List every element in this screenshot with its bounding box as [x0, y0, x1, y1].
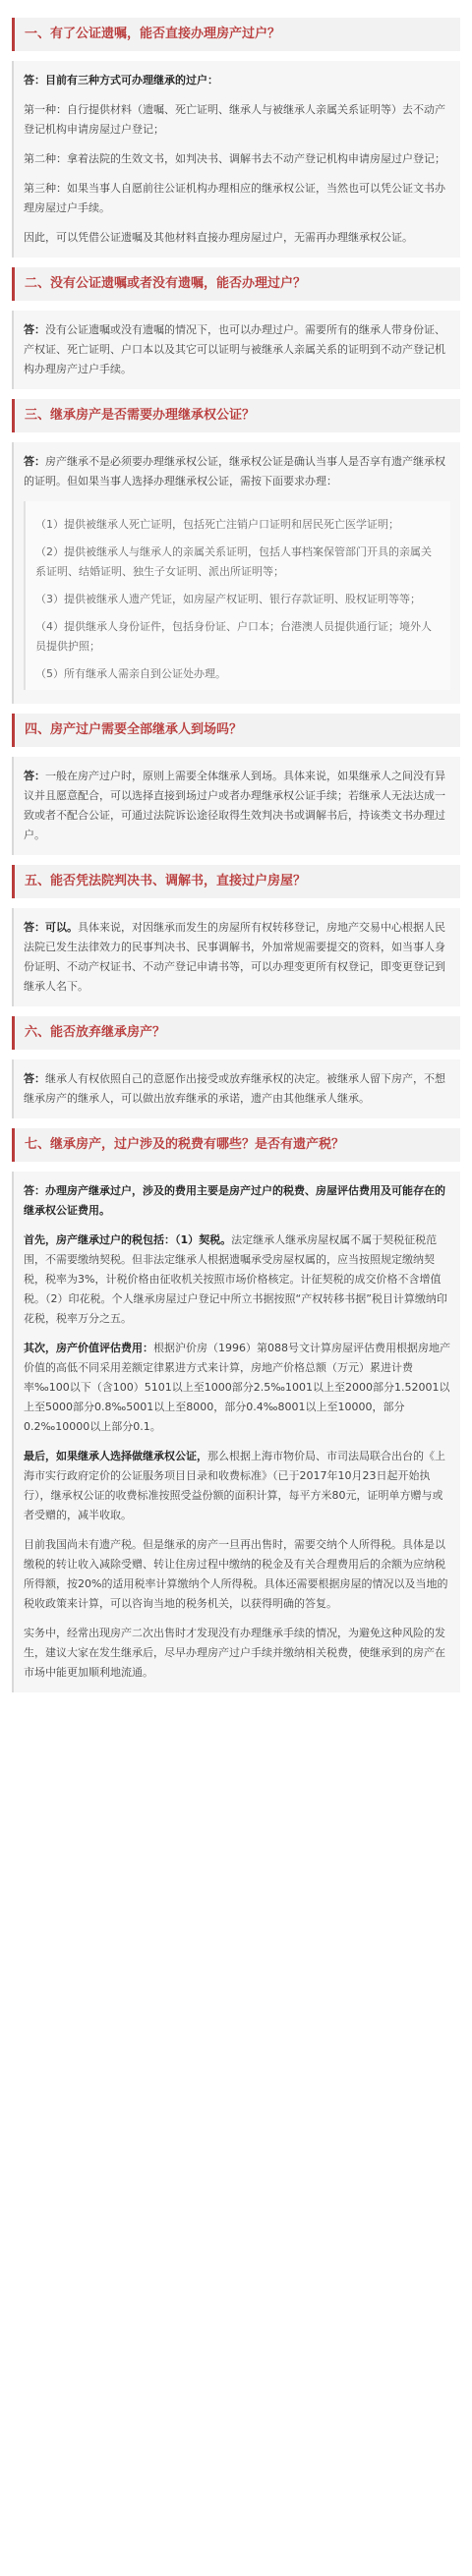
paragraph-lead: 其次，房产价值评估费用：	[24, 1342, 153, 1354]
section-heading-4: 四、房产过户需要全部继承人到场吗？	[12, 714, 460, 747]
section-heading-7: 七、继承房产，过户涉及的税费有哪些？是否有遗产税？	[12, 1128, 460, 1162]
paragraph-lead: 最后，如果继承人选择做继承权公证，	[24, 1450, 207, 1462]
section-heading-2: 二、没有公证遗嘱或者没有遗嘱，能否办理过户？	[12, 267, 460, 301]
paragraph	[24, 149, 450, 169]
list-item: （4）提供继承人身份证件，包括身份证、户口本；台港澳人员提供通行证；境外人员提供护照；	[35, 620, 432, 653]
paragraph	[24, 1231, 450, 1329]
list-item: （2）提供被继承人与继承人的亲属关系证明，包括人事档案保管部门开具的亲属关系证明、结婚证明、独生子女证明、派出所证明等；	[35, 545, 432, 578]
paragraph-lead: 答：	[24, 323, 45, 336]
paragraph	[24, 320, 450, 379]
paragraph	[24, 918, 450, 997]
paragraph-text: 第一种：自行提供材料（遗嘱、死亡证明、继承人与被继承人亲属关系证明等）去不动产登记机构申请房屋过户登记；	[24, 103, 445, 136]
paragraph-lead: 答：可以。	[24, 921, 78, 934]
answer-box-5	[12, 908, 460, 1006]
paragraph-text: 房产继承不是必须要办理继承权公证，继承权公证是确认当事人是否享有遗产继承权的证明。但如果当事人选择办理继承权公证，需按下面要求办理：	[24, 455, 445, 487]
paragraph	[24, 1069, 450, 1109]
paragraph-text: 继承人有权依照自己的意愿作出接受或放弃继承权的决定。被继承人留下房产，不想继承房产的继承人，可以做出放弃继承的承诺，遗产由其他继承人继承。	[24, 1072, 445, 1105]
paragraph	[24, 1535, 450, 1614]
paragraph-lead: 答：	[24, 770, 45, 782]
paragraph-text: 因此，可以凭借公证遗嘱及其他材料直接办理房屋过户，无需再办理继承权公证。	[24, 231, 413, 244]
paragraph-text: 第三种：如果当事人自愿前往公证机构办理相应的继承权公证，当然也可以凭公证文书办理房屋过户手续。	[24, 182, 445, 214]
paragraph	[24, 100, 450, 140]
paragraph	[24, 1339, 450, 1437]
paragraph-text: 一般在房产过户时，原则上需要全体继承人到场。具体来说，如果继承人之间没有异议并且愿意配合，可以选择直接到场过户或者办理继承权公证手续；若继承人无法达成一致或者不配合公证，可通过法院诉讼途径取得生效判决书或调解书后，持该类文书办理过户。	[24, 770, 445, 841]
answer-box-4	[12, 757, 460, 855]
paragraph	[24, 179, 450, 218]
paragraph-text: 第二种：拿着法院的生效文书，如判决书、调解书去不动产登记机构申请房屋过户登记；	[24, 152, 445, 165]
list-item: （5）所有继承人需亲自到公证处办理。	[35, 667, 226, 680]
answer-box-6	[12, 1059, 460, 1118]
section-heading-6: 六、能否放弃继承房产？	[12, 1016, 460, 1050]
answer-box-7	[12, 1172, 460, 1692]
paragraph-text: 实务中，经常出现房产二次出售时才发现没有办理继承手续的情况，为避免这种风险的发生，建议大家在发生继承后，尽早办理房产过户手续并缴纳相关税费，使继承到的房产在市场中能更加顺利地流通。	[24, 1627, 445, 1679]
paragraph-text: 没有公证遗嘱或没有遗嘱的情况下，也可以办理过户。需要所有的继承人带身份证、产权证、死亡证明、户口本以及其它可以证明与被继承人亲属关系的证明到不动产登记机构办理房产过户手续。	[24, 323, 445, 375]
section-heading-3: 三、继承房产是否需要办理继承权公证？	[12, 399, 460, 432]
answer-box-2	[12, 311, 460, 389]
paragraph-lead: 答：目前有三种方式可办理继承的过户：	[24, 74, 218, 86]
paragraph	[24, 767, 450, 845]
paragraph-text: 根据沪价房（1996）第088号文计算房屋评估费用根据房地产价值的高低不同采用差额定律累进方式来计算，房地产价格总额（万元）累进计费率‰100以下（含100）5101以上至1000部分2.5‰1001以上至2000部分1.52001以上至5000部分0.8‰5001以上至8000，部分0.4‰8001以上至10000，部分0.2‰10000以上部分0.1。	[24, 1342, 450, 1433]
paragraph	[24, 1181, 450, 1221]
paragraph	[24, 452, 450, 491]
paragraph	[24, 71, 450, 90]
requirements-list	[24, 501, 450, 690]
paragraph-lead: 答：	[24, 1072, 45, 1085]
paragraph	[24, 1447, 450, 1525]
list-item: （3）提供被继承人遗产凭证，如房屋产权证明、银行存款证明、股权证明等等；	[35, 593, 421, 605]
section-heading-5: 五、能否凭法院判决书、调解书，直接过户房屋？	[12, 865, 460, 898]
paragraph-text: 目前我国尚未有遗产税。但是继承的房产一旦再出售时，需要交纳个人所得税。具体是以缴税的转让收入减除受赠、转让住房过程中缴纳的税金及有关合理费用后的余额为应纳税所得额，按20%的适用税率计算缴纳个人所得税。具体还需要根据房屋的情况以及当地的税收政策来计算，可以咨询当地的税务机关，以获得明确的答复。	[24, 1538, 448, 1610]
paragraph-lead: 首先，房产继承过户的税包括：（1）契税。	[24, 1233, 232, 1246]
paragraph-text: 法定继承人继承房屋权属不属于契税征税范围，不需要缴纳契税。但非法定继承人根据遗嘱承受房屋权属的，应当按照规定缴纳契税，税率为3%，计税价格由征收机关按照市场价格核定。计征契税的成交价格不含增值税。（2）印花税。个人继承房屋过户登记中所立书据按照“产权转移书据”税目计算缴纳印花税，税率万分之五。	[24, 1233, 447, 1325]
section-heading-1: 一、有了公证遗嘱，能否直接办理房产过户？	[12, 18, 460, 51]
paragraph-lead: 答：	[24, 455, 45, 468]
paragraph	[24, 1624, 450, 1683]
paragraph	[24, 228, 450, 248]
paragraph-lead: 答：办理房产继承过户，涉及的费用主要是房产过户的税费、房屋评估费用及可能存在的继承权公证费用。	[24, 1184, 445, 1217]
answer-box-3	[12, 442, 460, 704]
paragraph-text: 那么根据上海市物价局、市司法局联合出台的《上海市实行政府定价的公证服务项目目录和收费标准》（已于2017年10月23日起开始执行），继承权公证的收费标准按照受益份额的面积计算，每平方米80元，证明单方赠与或者受赠的，减半收取。	[24, 1450, 445, 1521]
answer-box-1	[12, 61, 460, 258]
paragraph-text: 具体来说，对因继承而发生的房屋所有权转移登记，房地产交易中心根据人民法院已发生法律效力的民事判决书、民事调解书，外加常规需要提交的资料，如当事人身份证明、不动产权证书、不动产登记申请书等，可以办理变更所有权登记，即变更登记到继承人名下。	[24, 921, 445, 993]
list-item: （1）提供被继承人死亡证明，包括死亡注销户口证明和居民死亡医学证明；	[35, 518, 399, 531]
